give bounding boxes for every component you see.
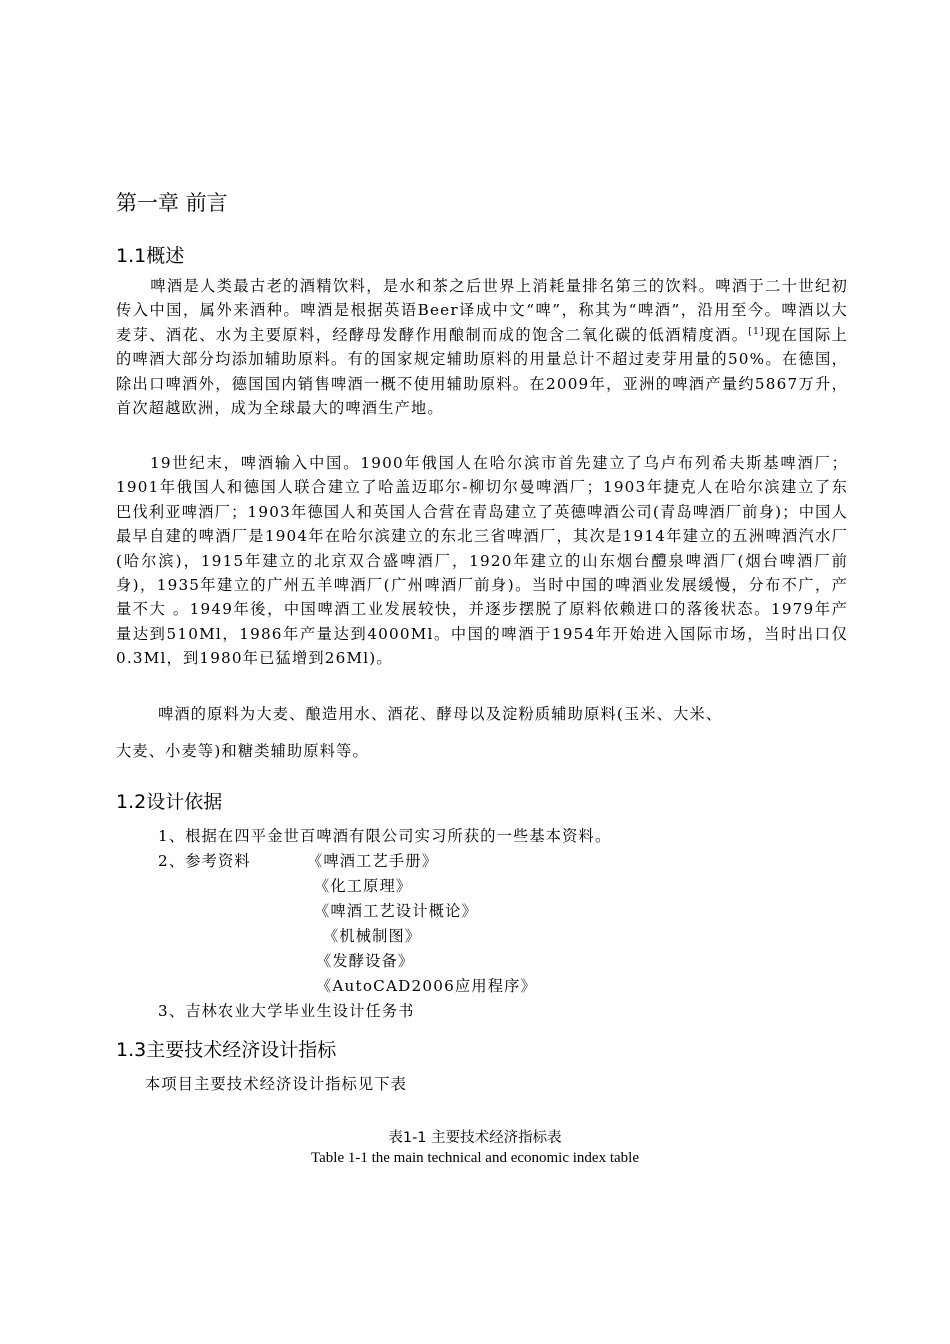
design-basis-item-3: 3、吉林农业大学毕业生设计任务书 [158,1002,415,1020]
reference-book: 《发酵设备》 [316,952,415,970]
reference-book: 《啤酒工艺设计概论》 [314,902,478,920]
section-heading-design-basis: 1.2设计依据 [116,791,223,813]
design-basis-item-1: 1、根据在四平金世百啤酒有限公司实习所获的一些基本资料。 [158,827,612,845]
paragraph-beer-intro [116,274,848,420]
paragraph-raw-materials-line1: 啤酒的原料为大麦、酿造用水、酒花、酵母以及淀粉质辅助原料(玉米、大米、 [158,705,723,723]
indicators-intro: 本项目主要技术经济设计指标见下表 [145,1075,408,1093]
paragraph-beer-history-text: 19世纪末，啤酒输入中国。1900年俄国人在哈尔滨市首先建立了乌卢布列希夫斯基啤酒厂；1901年俄国人和德国人联合建立了哈盖迈耶尔-柳切尔曼啤酒厂；1903年捷克人在哈尔滨建立了东巴伐利亚啤酒厂；1903年德国人和英国人合营在青岛建立了英德啤酒公司(青岛啤酒厂前身)；中国人最早自建的啤酒厂是1904年在哈尔滨建立的东北三省啤酒厂，其次是1914年建立的五洲啤酒汽水厂(哈尔滨)，1915年建立的北京双合盛啤酒厂，1920年建立的山东烟台醴泉啤酒厂(烟台啤酒厂前身)，1935年建立的广州五羊啤酒厂(广州啤酒厂前身)。当时中国的啤酒业发展缓慢，分布不广，产量不大 。1949年後，中国啤酒工业发展较快，并逐步摆脱了原料依赖进口的落後状态。1979年产量达到510Ml，1986年产量达到4000Ml。中国的啤酒于1954年开始进入国际市场，当时出口仅0.3Ml，到1980年已猛增到26Ml)。 [116,454,848,668]
design-basis-item-2-label: 2、参考资料 [158,852,251,870]
paragraph-beer-intro-text-b: 现在国际上的啤酒大部分均添加辅助原料。有的国家规定辅助原料的用量总计不超过麦芽用量的50%。在德国，除出口啤酒外，德国国内销售啤酒一概不使用辅助原料。在2009年，亚洲的啤酒产量约5867万升，首次超越欧洲，成为全球最大的啤酒生产地。 [116,325,848,418]
reference-book: 《AutoCAD2006应用程序》 [316,977,537,995]
table-caption-chinese: 表1-1 主要技术经济指标表 [388,1130,562,1146]
paragraph-beer-intro-text-a: 啤酒是人类最古老的酒精饮料，是水和茶之后世界上消耗量排名第三的饮料。啤酒于二十世纪初传入中国，属外来酒种。啤酒是根据英语Beer译成中文“啤”，称其为“啤酒”，沿用至今。啤酒以大麦芽、酒花、水为主要原料，经酵母发酵作用酿制而成的饱含二氧化碳的低酒精度酒。 [116,277,848,344]
citation-ref: [1] [748,326,765,337]
reference-book: 《化工原理》 [314,877,413,895]
section-heading-indicators: 1.3主要技术经济设计指标 [116,1039,337,1061]
table-caption-english: Table 1-1 the main technical and economic index table [311,1150,639,1166]
paragraph-raw-materials-line2: 大麦、小麦等)和糖类辅助原料等。 [116,742,369,760]
chapter-title: 第一章 前言 [116,191,228,215]
reference-book: 《机械制图》 [323,927,422,945]
section-heading-overview: 1.1概述 [116,245,185,267]
reference-book: 《啤酒工艺手册》 [307,852,439,870]
paragraph-beer-history [116,451,848,671]
